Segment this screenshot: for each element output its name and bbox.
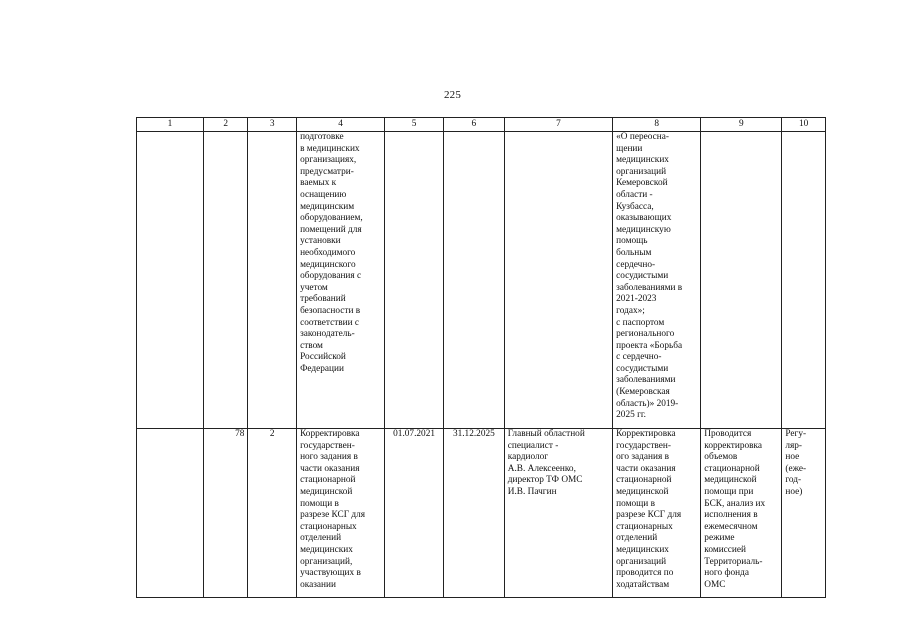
- column-header-5: 5: [385, 118, 444, 132]
- cell-responsible: Главный областной специалист - кардиолог А.В. Алексеенко, директор ТФ ОМС И.В. Пачгин: [504, 429, 612, 598]
- page-number: 225: [443, 89, 462, 101]
- cell-end-date: [443, 132, 504, 429]
- table-row: [137, 429, 826, 598]
- cell-end-date: 31.12.2025: [443, 429, 504, 598]
- cell-col-1: [137, 132, 204, 429]
- column-header-2: 2: [203, 118, 248, 132]
- cell-result: «О переосна- щении медицинских организаций Кемеровской области - Кузбасса, оказывающих медицинскую помощь больным сердечно- сосудистыми заболеваниями в 2021-2023 годах»; с паспортом регионального проекта «Борьба с сердечно- сосудистыми заболеваниями (Кемеровская область)» 2019- 2025 гг.: [613, 132, 701, 429]
- cell-activity: Корректировка государствен- ного задания в части оказания стационарной медицинской помощи в разрезе КСГ для стационарных отделений медицинских организаций, участвующих в оказании: [297, 429, 385, 598]
- document-table: [136, 117, 826, 598]
- cell-indicator: Проводится корректировка объемов стационарной медицинской помощи при БСК, анализ их исполнения в ежемесячном режиме комиссией Территориаль- ного фонда ОМС: [701, 429, 782, 598]
- cell-start-date: [385, 132, 444, 429]
- column-header-6: 6: [443, 118, 504, 132]
- cell-start-date: 01.07.2021: [385, 429, 444, 598]
- cell-col-2: [203, 132, 248, 429]
- column-header-3: 3: [248, 118, 297, 132]
- cell-activity: подготовке в медицинских организациях, предусматри- ваемых к оснащению медицинским оборудованием, помещений для установки необходимого медицинского оборудования с учетом требований безопасности в соответствии с законодатель- ством Российской Федерации: [297, 132, 385, 429]
- column-header-8: 8: [613, 118, 701, 132]
- cell-result: Корректировка государствен- ого задания в части оказания стационарной медицинской помощи в разрезе КСГ для стационарных отделений медицинских организаций проводится по ходатайствам: [613, 429, 701, 598]
- column-header-10: 10: [782, 118, 826, 132]
- cell-sub-number: 2: [248, 429, 297, 598]
- column-header-7: 7: [504, 118, 612, 132]
- cell-col-1: [137, 429, 204, 598]
- column-header-4: 4: [297, 118, 385, 132]
- table-row: [137, 132, 826, 429]
- cell-frequency: [782, 132, 826, 429]
- column-header-1: 1: [137, 118, 204, 132]
- cell-frequency: Регу- ляр- ное (еже- год- ное): [782, 429, 826, 598]
- cell-responsible: [504, 132, 612, 429]
- cell-indicator: [701, 132, 782, 429]
- column-header-9: 9: [701, 118, 782, 132]
- table-header-row: [137, 118, 826, 132]
- cell-col-3: [248, 132, 297, 429]
- cell-row-number: 78: [203, 429, 248, 598]
